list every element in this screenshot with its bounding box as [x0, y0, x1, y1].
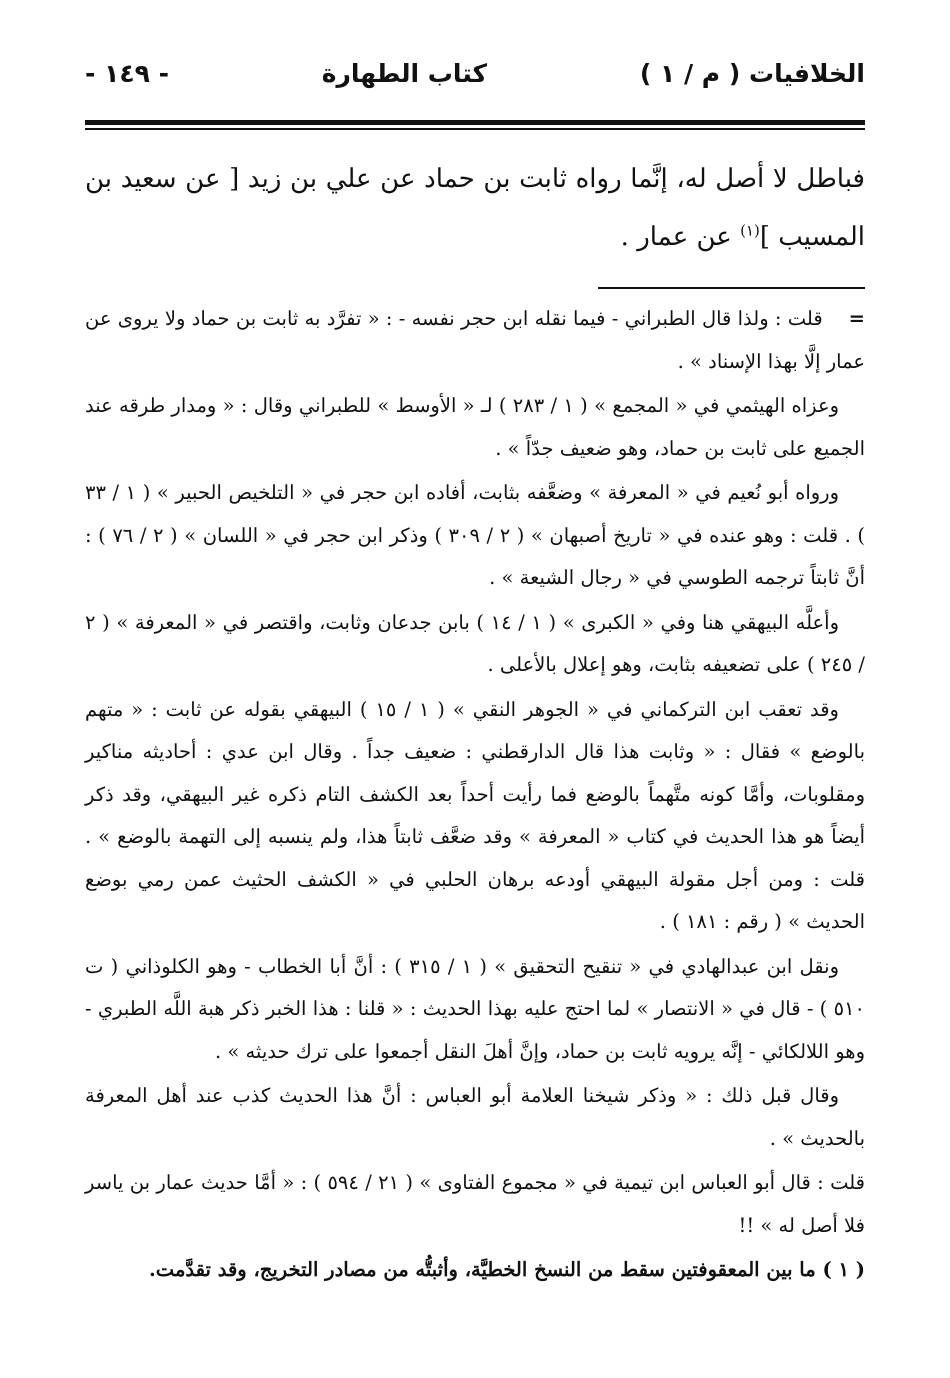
note-paragraph: وأعلَّه البيهقي هنا وفي « الكبرى » ( ١ / ١٤ ) بابن جدعان وثابت، واقتصر في « المعرفة » ( ٢ / ٢٤٥ ) على تضعيفه بثابت، وهو إعلال بالأعلى .	[85, 610, 865, 676]
note-paragraph: ورواه أبو نُعيم في « المعرفة » وضعَّفه بثابت، أفاده ابن حجر في « التلخيص الحبير » ( ١ / ٣٣ ) . قلت : وهو عنده في « تاريخ أصبهان » ( ٢ / ٣٠٩ ) وذكر ابن حجر في « اللسان » ( ٢ / ٧٦ ) : أنَّ ثابتاً ترجمه الطوسي في « رجال الشيعة » .	[85, 481, 866, 589]
main-paragraph	[85, 150, 865, 266]
footnotes	[85, 298, 865, 1294]
page-number: - ١٤٩ -	[85, 58, 169, 88]
note-paragraph: وعزاه الهيثمي في « المجمع » ( ١ / ٢٨٣ ) لـ « الأوسط » للطبراني وقال : « ومدار طرقه عند الجميع على ثابت بن حماد، وهو ضعيف جدّاً » .	[85, 394, 865, 460]
header-rule-thick	[85, 120, 865, 125]
page-header	[85, 50, 865, 96]
note-paragraph: وقد تعقب ابن التركماني في « الجوهر النقي » ( ١ / ١٥ ) البيهقي بقوله عن ثابت : « متهم بالوضع » فقال : « وثابت هذا قال الدارقطني : ضعيف جداً . وقال ابن عدي : أحاديثه مناكير ومقلوبات، وأمَّا كونه متَّهماً بالوضع فما رأيت أحداً بعد الكشف التام ذكره غير البيهقي، وقد ذكر أيضاً هو هذا الحديث في كتاب « المعرفة » وقد ضعَّف ثابتاً هذا، ولم ينسبه إلى التهمة بالوضع » . قلت : ومن أجل مقولة البيهقي أودعه برهان الحلبي في « الكشف الحثيث عمن رمي بوضع الحديث » ( رقم : ١٨١ ) .	[85, 697, 865, 933]
main-text-start: فباطل لا أصل له، إنَّما رواه ثابت بن حماد عن علي بن زيد [ عن سعيد بن المسيب ]	[85, 164, 865, 252]
header-rule-thin	[85, 128, 865, 130]
footnote-reference: (١)	[740, 221, 760, 240]
running-title-book: الخلافيات ( م / ١ )	[639, 58, 865, 88]
main-text-end: عن عمار .	[620, 222, 741, 252]
note-paragraph: وقال قبل ذلك : « وذكر شيخنا العلامة أبو العباس : أنَّ هذا الحديث كذب عند أهل المعرفة بالحديث » .	[85, 1084, 865, 1150]
continuation-marker: =	[848, 307, 865, 330]
note-text: قلت : ولذا قال الطبراني - فيما نقله ابن حجر نفسه - : « تفرَّد به ثابت بن حماد ولا يروى عن عمار إلَّا بهذا الإسناد » .	[85, 307, 865, 373]
footnote-separator	[598, 287, 865, 289]
note-paragraph	[85, 298, 865, 383]
footnote-1: ( ١ ) ما بين المعقوفتين سقط من النسخ الخطيَّة، وأثبتُّه من مصادر التخريج، وقد تقدَّمت.	[149, 1258, 865, 1281]
note-paragraph: ونقل ابن عبدالهادي في « تنقيح التحقيق » ( ١ / ٣١٥ ) : أنَّ أبا الخطاب - وهو الكلوذاني ( ت ٥١٠ ) - قال في « الانتصار » لما احتج عليه بهذا الحديث : « قلنا : هذا الخبر ذكر هبة اللَّه الطبري - وهو اللالكائي - إنَّه يرويه ثابت بن حماد، وإنَّ أهلَ النقل أجمعوا على ترك حديثه » .	[85, 954, 865, 1063]
note-paragraph: قلت : قال أبو العباس ابن تيمية في « مجموع الفتاوى » ( ٢١ / ٥٩٤ ) : « أمَّا حديث عمار بن ياسر فلا أصل له » !!	[85, 1171, 865, 1237]
running-title-chapter: كتاب الطهارة	[321, 58, 488, 88]
main-text	[85, 150, 865, 266]
